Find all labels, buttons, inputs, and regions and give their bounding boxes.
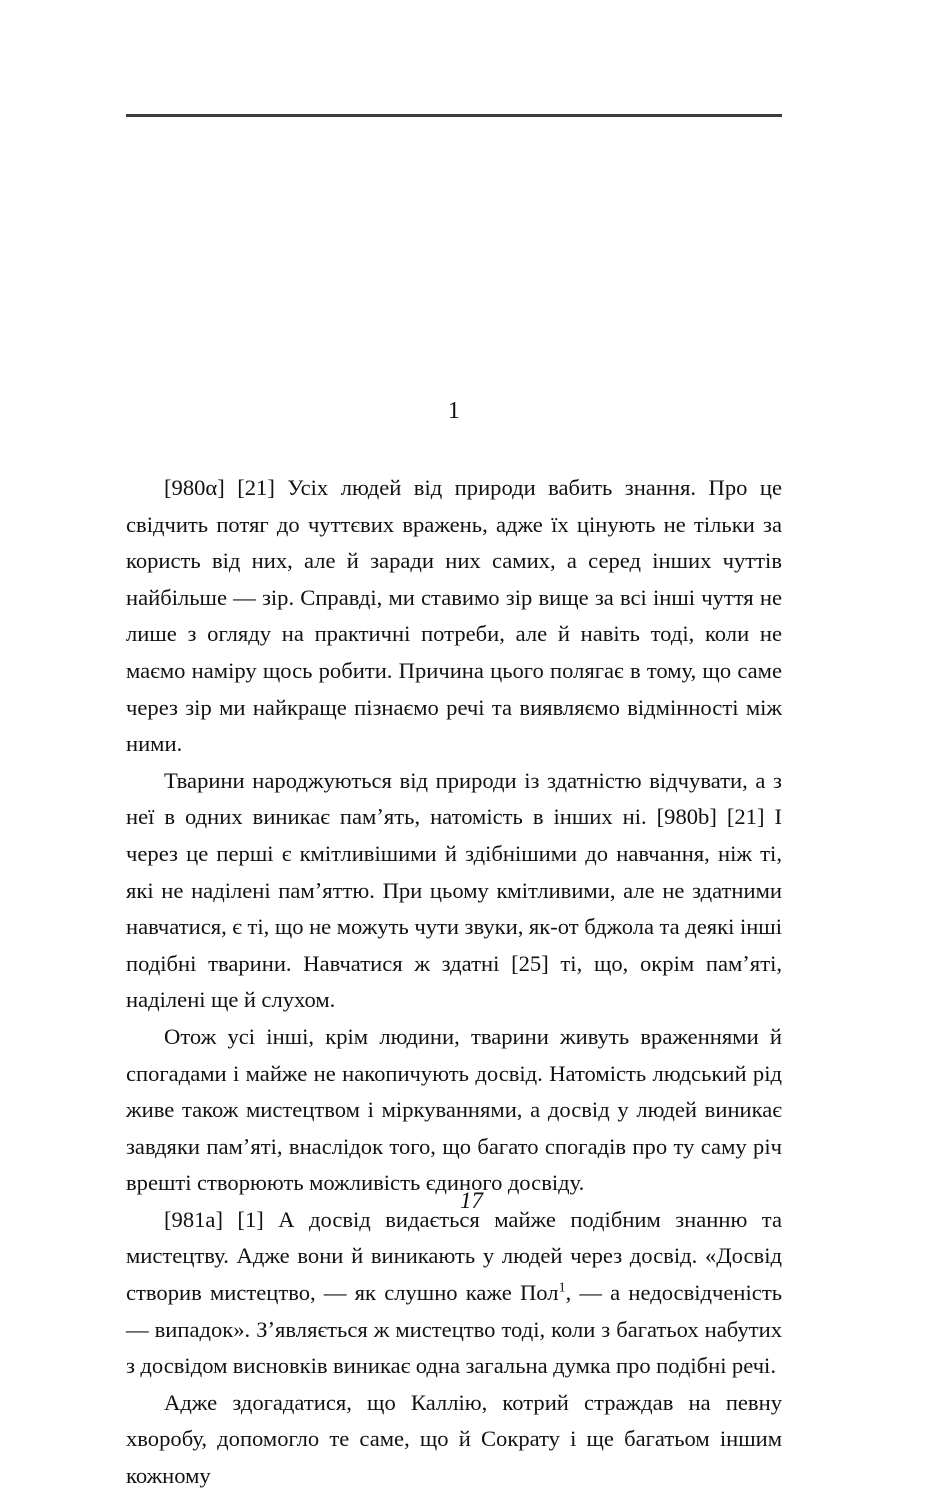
page-number: 17 — [460, 1188, 483, 1213]
paragraph-1: [980α] [21] Усіх людей від природи вабить знання. Про це свідчить потяг до чуттєвих вражень, адже їх цінують не тільки за користь від них, але й заради них самих, а серед інших чуттів найбільше — зір. Справді, ми ставимо зір вище за всі інші чуття не лише з огляду на практичні потреби, але й навіть тоді, коли не маємо наміру щось робити. Причина цього полягає в тому, що саме через зір ми найкраще пізнаємо речі та виявляємо відмінності між ними. — [126, 475, 782, 757]
paragraph-4-text-after-footnote: , — а недосвідченість — випадок». Зʼявляється ж мистецтво тоді, коли з багатьох набутих з досвідом висновків виникає одна загальна думка про подібні речі. — [126, 1280, 782, 1379]
chapter-number: 1 — [447, 398, 461, 424]
paragraph-4-text-before-footnote: [981a] [1] А досвід видається майже подібним знанню та мистецтву. Адже вони й виникають у людей через досвід. «Досвід створив мистецтво, — як слушно каже Пол — [126, 1206, 782, 1306]
text-block — [126, 396, 782, 1495]
paragraph-4-with-footnote — [126, 1202, 782, 1385]
paragraph-3: Отож усі інші, крім людини, тварини живуть враженнями й спогадами і майже не накопичують досвід. Натомість людський рід живе також мистецтвом і міркуваннями, а досвід у людей виникає завдяки памʼяті, внаслідок того, що багато спогадів про ту саму річ врешті створюють можливість єдиного досвіду. — [126, 1023, 782, 1196]
header-rule — [126, 114, 782, 117]
paragraph-2: Тварини народжуються від природи із здатністю відчувати, а з неї в одних виникає памʼять, натомість в інших ні. [980b] [21] І через це перші є кмітливішими й здібнішими до навчання, ніж ті, які не наділені памʼяттю. При цьому кмітливими, але не здатними навчатися, є ті, що не можуть чути звуки, як-от бджола та деякі інші подібні тварини. Навчатися ж здатні [25] ті, що, окрім памʼяті, наділені ще й слухом. — [126, 767, 782, 1013]
footnote-reference-marker[interactable]: 1 — [558, 1280, 566, 1296]
paragraph-5: Адже здогадатися, що Каллію, котрий страждав на певну хворобу, допомогло те саме, що й Сократу і ще багатьом іншим кожному — [126, 1389, 782, 1489]
